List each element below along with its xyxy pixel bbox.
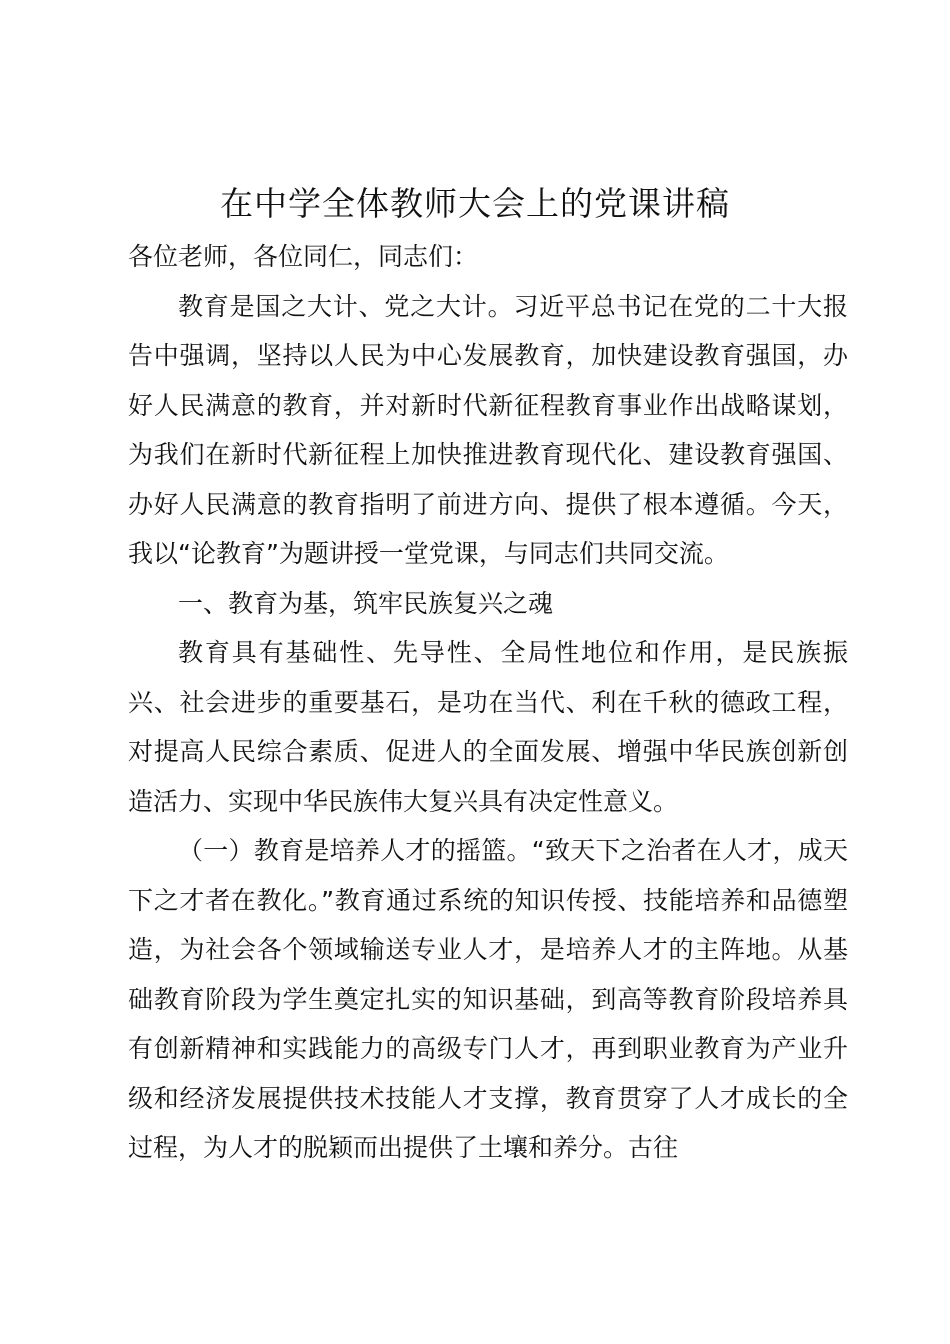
- greeting-line: 各位老师，各位同仁，同志们：: [128, 242, 479, 271]
- document-title: 在中学全体教师大会上的党课讲稿: [220, 184, 730, 223]
- paragraph-intro: 教育是国之大计、党之大计。习近平总书记在党的二十大报告中强调，坚持以人民为中心发展教育，加快建设教育强国，办好人民满意的教育，并对新时代新征程教育事业作出战略谋划，为我们在新时代新征程上加快推进教育现代化、建设教育强国、办好人民满意的教育指明了前进方向、提供了根本遵循。今天，我以“论教育”为题讲授一堂党课，与同志们共同交流。: [128, 291, 848, 568]
- paragraph-section-1: 教育具有基础性、先导性、全局性地位和作用，是民族振兴、社会进步的重要基石，是功在当代、利在千秋的德政工程，对提高人民综合素质、促进人的全面发展、增强中华民族创新创造活力、实现中华民族伟大复兴具有决定性意义。: [128, 638, 848, 816]
- paragraph-subsection-1: （一）教育是培养人才的摇篮。“致天下之治者在人才，成天下之才者在教化。”教育通过系统的知识传授、技能培养和品德塑造，为社会各个领域输送专业人才，是培养人才的主阵地。从基础教育阶段为学生奠定扎实的知识基础，到高等教育阶段培养具有创新精神和实践能力的高级专门人才，再到职业教育为产业升级和经济发展提供技术技能人才支撑，教育贯穿了人才成长的全过程，为人才的脱颖而出提供了土壤和养分。古往: [128, 836, 848, 1162]
- document-body: [128, 232, 848, 1173]
- section-heading-1: 一、教育为基，筑牢民族复兴之魂: [178, 588, 554, 618]
